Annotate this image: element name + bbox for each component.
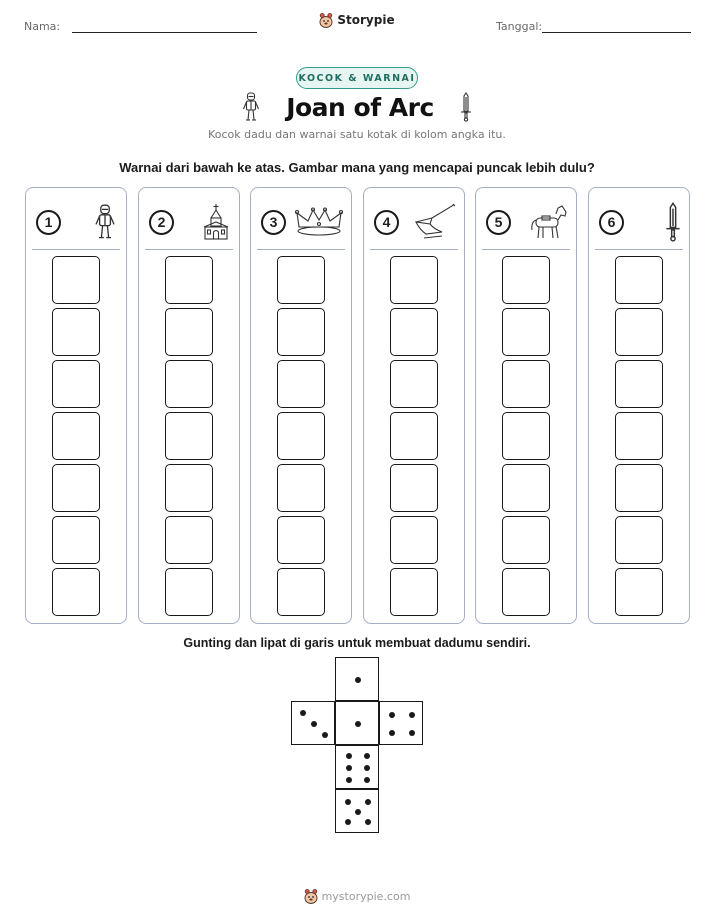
color-box[interactable] — [277, 412, 325, 460]
color-box[interactable] — [52, 464, 100, 512]
die-pip — [346, 765, 352, 771]
color-box[interactable] — [165, 412, 213, 460]
color-box[interactable] — [390, 412, 438, 460]
column-number: 4 — [374, 210, 399, 235]
color-box[interactable] — [615, 464, 663, 512]
color-box[interactable] — [502, 516, 550, 564]
color-box[interactable] — [502, 412, 550, 460]
date-label: Tanggal: — [496, 20, 543, 33]
color-box[interactable] — [502, 568, 550, 616]
color-box[interactable] — [52, 360, 100, 408]
die-pip — [365, 799, 371, 805]
crown-icon — [295, 207, 343, 237]
brand-logo — [0, 12, 714, 28]
column-divider — [145, 249, 233, 250]
die-pip — [364, 777, 370, 783]
color-box[interactable] — [390, 568, 438, 616]
die-pip — [409, 712, 415, 718]
color-box[interactable] — [165, 256, 213, 304]
color-box[interactable] — [277, 308, 325, 356]
column-2 — [138, 187, 240, 624]
color-box[interactable] — [277, 568, 325, 616]
die-pip — [311, 721, 317, 727]
column-divider — [370, 249, 458, 250]
color-box[interactable] — [165, 360, 213, 408]
column-header — [372, 202, 456, 242]
column-number: 5 — [486, 210, 511, 235]
color-box[interactable] — [502, 256, 550, 304]
footer-url: mystorypie.com — [321, 889, 411, 903]
column-header — [259, 202, 343, 242]
color-box[interactable] — [615, 412, 663, 460]
die-pip — [345, 819, 351, 825]
column-divider — [482, 249, 570, 250]
column-5 — [475, 187, 577, 624]
footer — [0, 888, 714, 904]
die-pip — [355, 677, 361, 683]
sword-icon — [665, 202, 681, 242]
die-face-3 — [291, 701, 335, 745]
sword-icon — [460, 92, 472, 122]
column-number: 6 — [599, 210, 624, 235]
die-pip — [345, 799, 351, 805]
knight-armor-icon — [242, 92, 260, 122]
color-box[interactable] — [390, 516, 438, 564]
color-box[interactable] — [165, 516, 213, 564]
column-divider — [595, 249, 683, 250]
column-number: 3 — [261, 210, 286, 235]
title-row — [0, 92, 714, 122]
color-box[interactable] — [277, 516, 325, 564]
column-number: 1 — [36, 210, 61, 235]
name-line[interactable] — [72, 32, 257, 33]
die-pip — [346, 777, 352, 783]
die-pip — [355, 809, 361, 815]
color-box[interactable] — [165, 308, 213, 356]
color-box[interactable] — [502, 464, 550, 512]
color-box[interactable] — [52, 308, 100, 356]
column-divider — [32, 249, 120, 250]
column-divider — [257, 249, 345, 250]
column-6 — [588, 187, 690, 624]
subtitle: Kocok dadu dan warnai satu kotak di kolom angka itu. — [208, 128, 506, 141]
page-title: Joan of Arc — [286, 92, 434, 122]
die-pip — [389, 730, 395, 736]
knight-armor-icon — [92, 204, 118, 240]
die-pip — [364, 765, 370, 771]
die-pip — [365, 819, 371, 825]
column-4 — [363, 187, 465, 624]
die-face-4 — [379, 701, 423, 745]
die-pip — [409, 730, 415, 736]
color-box[interactable] — [390, 464, 438, 512]
color-box[interactable] — [165, 568, 213, 616]
color-box[interactable] — [615, 516, 663, 564]
color-box[interactable] — [277, 256, 325, 304]
color-box[interactable] — [165, 464, 213, 512]
color-box[interactable] — [52, 256, 100, 304]
die-pip — [300, 710, 306, 716]
column-header — [34, 202, 118, 242]
column-header — [597, 202, 681, 242]
color-box[interactable] — [277, 360, 325, 408]
color-box[interactable] — [277, 464, 325, 512]
date-line[interactable] — [542, 32, 691, 33]
die-face-1 — [335, 657, 379, 701]
die-face-6 — [335, 745, 379, 789]
color-box[interactable] — [390, 308, 438, 356]
instruction: Warnai dari bawah ke atas. Gambar mana yang mencapai puncak lebih dulu? — [119, 160, 595, 175]
color-box[interactable] — [390, 256, 438, 304]
color-box[interactable] — [390, 360, 438, 408]
die-pip — [346, 753, 352, 759]
die-pip — [389, 712, 395, 718]
column-header — [147, 202, 231, 242]
activity-badge: KOCOK & WARNAI — [296, 67, 418, 89]
die-pip — [322, 732, 328, 738]
color-box[interactable] — [52, 412, 100, 460]
die-face-5 — [335, 789, 379, 833]
column-header — [484, 202, 568, 242]
die-pip — [364, 753, 370, 759]
cut-instruction: Gunting dan lipat di garis untuk membuat dadumu sendiri. — [183, 636, 531, 650]
color-box[interactable] — [615, 360, 663, 408]
brand-name: Storypie — [337, 13, 395, 27]
name-label: Nama: — [24, 20, 61, 33]
horse-icon — [528, 204, 568, 240]
color-box[interactable] — [615, 568, 663, 616]
color-box[interactable] — [502, 308, 550, 356]
die-face-1 — [335, 701, 379, 745]
column-1 — [25, 187, 127, 624]
color-box[interactable] — [52, 568, 100, 616]
plow-icon — [412, 202, 456, 242]
storypie-mascot-icon — [304, 888, 318, 904]
die-pip — [355, 721, 361, 727]
color-box[interactable] — [52, 516, 100, 564]
column-3 — [250, 187, 352, 624]
color-box[interactable] — [615, 256, 663, 304]
color-box[interactable] — [502, 360, 550, 408]
column-number: 2 — [149, 210, 174, 235]
storypie-mascot-icon — [319, 12, 333, 28]
church-icon — [201, 203, 231, 241]
color-box[interactable] — [615, 308, 663, 356]
